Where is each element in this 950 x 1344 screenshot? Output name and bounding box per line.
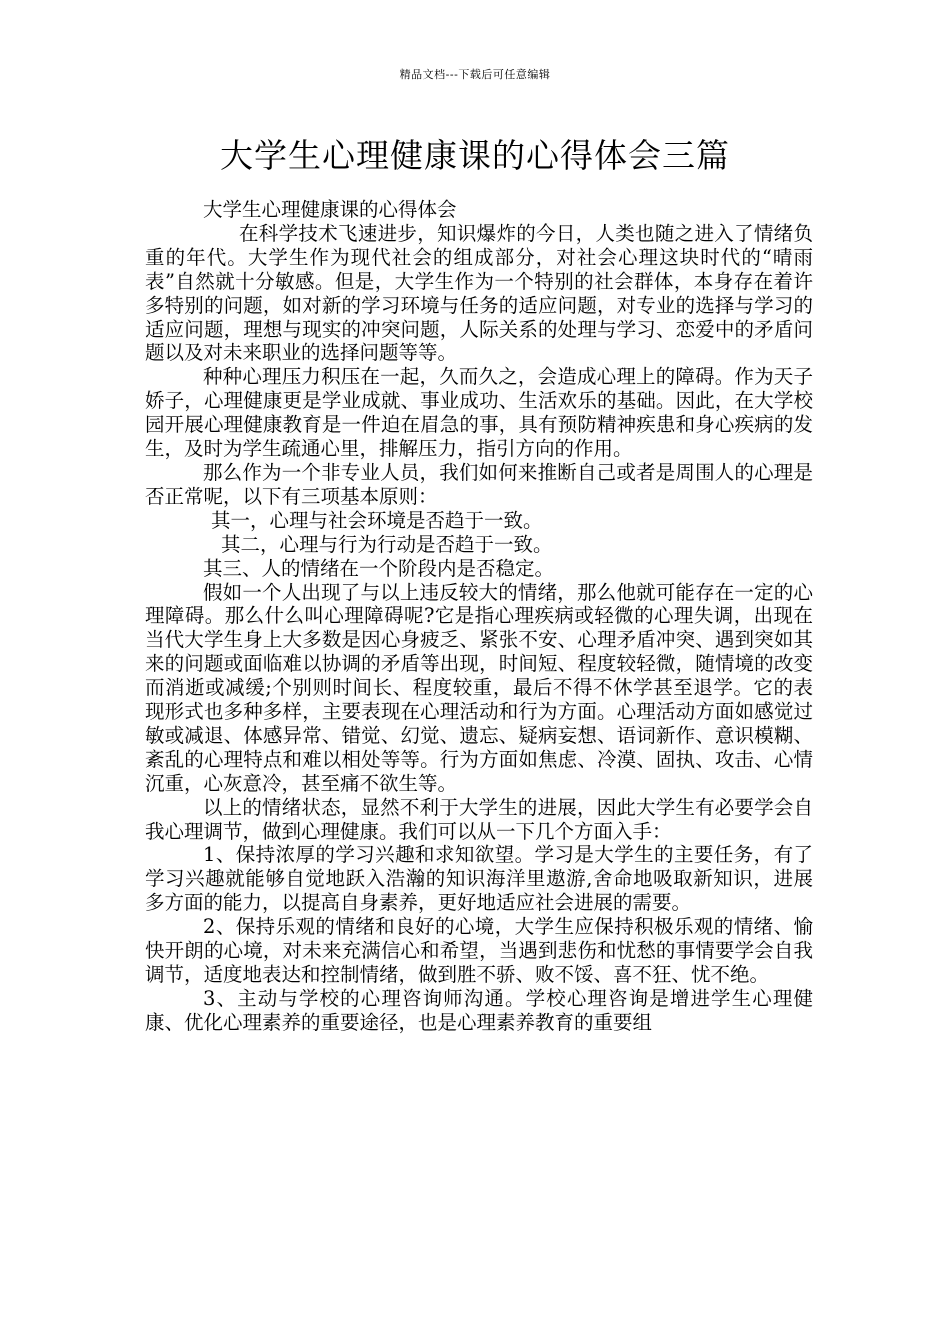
section-heading: 大学生心理健康课的心得体会 [203,198,457,221]
paragraph: 假如一个人出现了与以上违反较大的情绪，那么他就可能存在一定的心理障碍。那么什么叫心理障碍呢?它是指心理疾病或轻微的心理失调，出现在当代大学生身上大多数是因心身疲乏、紧张不安、心理矛盾冲突、遇到突如其来的问题或面临难以协调的矛盾等出现，时间短、程度较轻微，随情境的改变而消逝或减缓;个别则时间长、程度较重，最后不得不休学甚至退学。它的表现形式也多种多样，主要表现在心理活动和行为方面。心理活动方面如感觉过敏或减退、体感异常、错觉、幻觉、遗忘、疑病妄想、语词新作、意识模糊、紊乱的心理特点和难以相处等等。行为方面如焦虑、冷漠、固执、攻击、心情沉重，心灰意冷，甚至痛不欲生等。 [145,580,813,795]
paragraph: 在科学技术飞速进步，知识爆炸的今日，人类也随之进入了情绪负重的年代。大学生作为现代社会的组成部分，对社会心理这块时代的“晴雨表”自然就十分敏感。但是，大学生作为一个特别的社会群体，本身存在着许多特别的问题，如对新的学习环境与任务的适应问题，对专业的选择与学习的适应问题，理想与现实的冲突问题，人际关系的处理与学习、恋爱中的矛盾问题以及对未来职业的选择问题等等。 [145,221,813,365]
paragraph: 种种心理压力积压在一起，久而久之，会造成心理上的障碍。作为天子娇子，心理健康更是学业成就、事业成功、生活欢乐的基础。因此，在大学校园开展心理健康教育是一件迫在眉急的事，具有预防精神疾患和身心疾病的发生，及时为学生疏通心里，排解压力，指引方向的作用。 [145,365,813,461]
principle-item: 其一，心理与社会环境是否趋于一致。 [211,508,543,532]
header-note: 精品文档---下载后可任意编辑 [399,68,551,81]
document-title: 大学生心理健康课的心得体会三篇 [220,136,730,175]
principle-item: 其三、人的情绪在一个阶段内是否稳定。 [203,556,555,580]
document-body [145,198,813,1035]
list-item: 1、保持浓厚的学习兴趣和求知欲望。学习是大学生的主要任务，有了学习兴趣就能够自觉地跃入浩瀚的知识海洋里遨游,舍命地吸取新知识，进展多方面的能力，以提高自身素养，更好地适应社会进展的需要。 [145,843,813,915]
principle-item: 其二，心理与行为行动是否趋于一致。 [221,532,553,556]
list-item: 3、主动与学校的心理咨询师沟通。学校心理咨询是增进学生心理健康、优化心理素养的重要途径，也是心理素养教育的重要组 [145,986,813,1034]
list-item: 2、保持乐观的情绪和良好的心境，大学生应保持积极乐观的情绪、愉快开朗的心境，对未来充满信心和希望，当遇到悲伤和忧愁的事情要学会自我调节，适度地表达和控制情绪，做到胜不骄、败不馁、喜不狂、忧不绝。 [145,915,813,986]
paragraph: 那么作为一个非专业人员，我们如何来推断自己或者是周围人的心理是否正常呢，以下有三项基本原则： [145,460,813,508]
paragraph: 以上的情绪状态，显然不利于大学生的进展，因此大学生有必要学会自我心理调节，做到心理健康。我们可以从一下几个方面入手： [145,795,813,843]
